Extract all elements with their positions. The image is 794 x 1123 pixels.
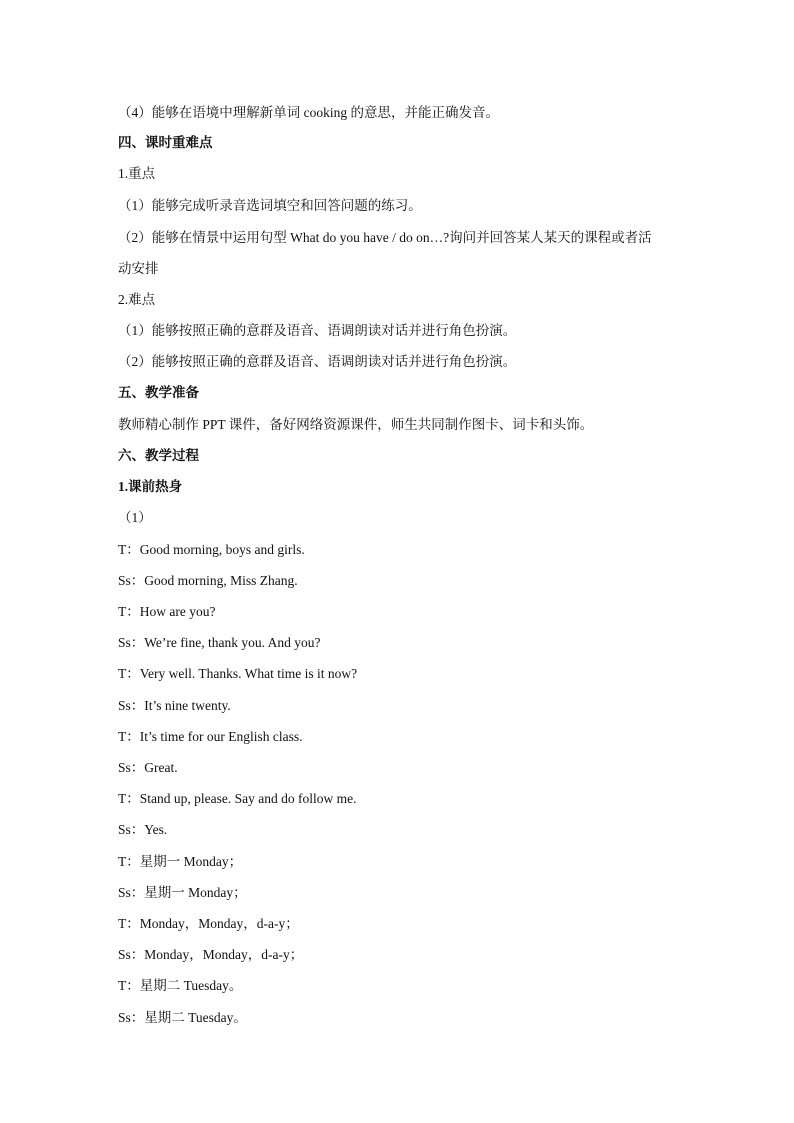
dialogue-line: Ss：Good morning, Miss Zhang.	[118, 573, 298, 588]
preparation-text: 教师精心制作 PPT 课件，备好网络资源课件，师生共同制作图卡、词卡和头饰。	[118, 417, 594, 432]
dialogue-line: Ss：We’re fine, thank you. And you?	[118, 635, 321, 650]
difficulty-1: （1）能够按照正确的意群及语音、语调朗读对话并进行角色扮演。	[118, 323, 517, 338]
dialogue-line: T：星期一 Monday；	[118, 854, 243, 869]
dialogue-line: Ss：Yes.	[118, 822, 168, 837]
key-point-2-continued: 动安排	[118, 261, 159, 276]
warm-up-part-1: （1）	[118, 510, 152, 525]
key-point-1: （1）能够完成听录音选词填空和回答问题的练习。	[118, 198, 422, 213]
dialogue-line: T：星期二 Tuesday。	[118, 978, 243, 993]
dialogue-line: T：It’s time for our English class.	[118, 729, 303, 744]
section-heading-process: 六、教学过程	[118, 448, 199, 463]
dialogue-line: T：Good morning, boys and girls.	[118, 542, 305, 557]
subheading-difficulties: 2.难点	[118, 292, 156, 307]
objective-4: （4）能够在语境中理解新单词 cooking 的意思，并能正确发音。	[118, 105, 499, 120]
difficulty-2: （2）能够按照正确的意群及语音、语调朗读对话并进行角色扮演。	[118, 354, 517, 369]
subheading-warm-up: 1.课前热身	[118, 479, 183, 494]
dialogue-line: Ss：星期二 Tuesday。	[118, 1010, 247, 1025]
dialogue-line: T：Stand up, please. Say and do follow me.	[118, 791, 357, 806]
key-point-2: （2）能够在情景中运用句型 What do you have / do on…?询问并回答某人某天的课程或者活	[118, 230, 652, 245]
dialogue-line: Ss：Great.	[118, 760, 178, 775]
subheading-key-points: 1.重点	[118, 166, 156, 181]
dialogue-line: T：Monday，Monday，d-a-y；	[118, 916, 299, 931]
section-heading-preparation: 五、教学准备	[118, 385, 199, 400]
dialogue-line: T：How are you?	[118, 604, 216, 619]
dialogue-line: T：Very well. Thanks. What time is it now?	[118, 666, 358, 681]
section-heading-key-points: 四、课时重难点	[118, 135, 213, 150]
dialogue-line: Ss：Monday，Monday，d-a-y；	[118, 947, 304, 962]
dialogue-line: Ss：星期一 Monday；	[118, 885, 247, 900]
dialogue-line: Ss：It’s nine twenty.	[118, 698, 231, 713]
